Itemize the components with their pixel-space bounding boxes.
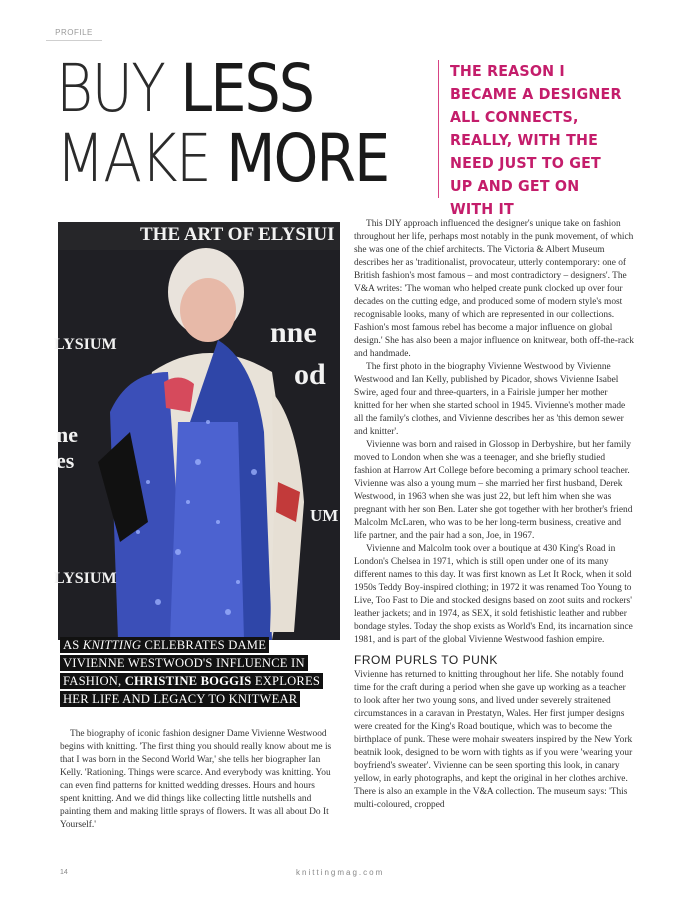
intro-paragraph: The biography of iconic fashion designer Dame Vivienne Westwood begins with knitting. 'The first thing you should really know about me is that I was born in the Second World War,' she tells her biographer Ian Kelly. 'Rationing. Things were scarce. And everybody was knitting. You can even find patterns for knitted wedding dresses. Hours and hours spent knitting. And we did things like collecting little nutshells and painting them and making little sprays of flowers. It was all about Do It Yourself.'	[60, 729, 332, 830]
backdrop-text-top: THE ART OF ELYSIUI	[140, 224, 335, 245]
headline-thin-1: BUY	[56, 50, 181, 127]
backdrop-text-right-2: od	[294, 358, 326, 391]
headline-line-1	[56, 50, 374, 127]
body-paragraph-5: Vivienne has returned to knitting throughout her life. She notably found time for the craft during a period when she gave up working as a teacher to look after her two young sons, and lived under severely straitened circumstances in a caravan in Prestatyn, Wales. Her first jumper designs were created for the King's Road boutique, which was to become the birthplace of punk. These were mohair sweaters inspired by the New York beatnik look, designed to be worn with tights as if you were 'wearing your boyfriend's sweater'. Vivienne can be seen sporting this look, in canary yellow, in early photographs, and kept the original in her clothes archive. There is also an example in the V&A collection. The museum says: 'This multi-coloured, cropped	[354, 670, 633, 810]
headline-thin-2: MAKE	[56, 120, 227, 197]
backdrop-text-right-3: UM	[310, 506, 339, 525]
standfirst	[60, 636, 360, 708]
body-paragraph-4: Vivienne and Malcolm took over a boutique at 430 King's Road in London's Chelsea in 1971, which is still open under one of its many different names to this day. It was first known as Let It Rock, when it sold 1950s Teddy Boy-inspired clothing; in 1972 it was renamed Too Young to Live, Too Fast to Die and stocked designs based on zoot suits and rockers' leather jackets; and in 1974, as SEX, it sold fetishistic leather and rubber bondage styles. Today the shop exists as World's End, its incarnation since 1981, and is part of the global Vivienne Westwood fashion empire.	[354, 544, 633, 645]
standfirst-line-1	[60, 637, 269, 653]
standfirst-line-3-pre: FASHION,	[63, 674, 125, 688]
body-paragraph-2: The first photo in the biography Vivienne Westwood by Vivienne Westwood and Ian Kelly, published by Picador, shows Vivienne Isabel Swire, aged four and three-quarters, in a Fairisle jumper her mother knitted for her when she started school in 1945. Vivienne's mother made all the family's clothes, and Vivienne describes her as 'this demon sewer and knitter'.	[354, 362, 626, 437]
standfirst-line-4: HER LIFE AND LEGACY TO KNITWEAR	[60, 691, 300, 707]
standfirst-line-1-post: CELEBRATES DAME	[141, 638, 267, 652]
backdrop-text-left-mid: ne	[56, 422, 78, 447]
standfirst-line-1-pre: AS	[63, 638, 83, 652]
portrait-photo	[54, 222, 340, 640]
standfirst-author: CHRISTINE BOGGIS	[124, 674, 252, 688]
standfirst-magazine-name: KNITTING	[82, 638, 142, 652]
standfirst-line-3	[60, 673, 323, 689]
backdrop-text-right-1: nne	[270, 316, 317, 349]
body-paragraph-1: This DIY approach influenced the designer's unique take on fashion throughout her life, perhaps most notably in the punk movement, of which she was one of the chief architects. The Victoria & Albert Museum describes her as 'traditionalist, provocateur, utterly contemporary: one of British fashion's most famous – and most contradictory – designers'. The V&A writes: 'The woman who helped create punk clocked up over four decades on the cutting edge, and produced some of modern style's most recognisable looks, many of which are represented in our collections. Fashion's most famous rebel has become a major influence on global design.' She has also been a major influence on knitwear, both off-the-rack and handmade.	[354, 219, 634, 359]
headline-bold-2: MORE	[226, 120, 389, 197]
standfirst-line-2: VIVIENNE WESTWOOD'S INFLUENCE IN	[60, 655, 308, 671]
page-number: 14	[60, 869, 68, 876]
backdrop-text-left-2: LYSIUM	[54, 570, 117, 587]
standfirst-line-3-post: EXPLORES	[251, 674, 321, 688]
subheading: FROM PURLS TO PUNK	[354, 653, 498, 667]
backdrop-text-left-1: LYSIUM	[54, 336, 117, 353]
backdrop-text-left-mid-2: es	[56, 448, 75, 473]
body-paragraph-3: Vivienne was born and raised in Glossop in Derbyshire, but her family moved to London when she was a teenager, and she briefly studied fashion at Harrow Art College before becoming a primary school teacher. Vivienne was also a young mum – she married her first husband, Derek Westwood, in 1963 when she was just 22, but left him when she was pregnant with her son Ben. Later she got together with her brother's friend Malcolm McLaren, who was to be her long-term business, creative and life partner, and the pair had a son, Joe, in 1967.	[354, 440, 633, 541]
section-label: PROFILE	[46, 28, 102, 41]
website-url: knittingmag.com	[296, 868, 385, 877]
headline	[56, 50, 426, 197]
pull-quote: THE REASON I BECAME A DESIGNER ALL CONNECTS, REALLY, WITH THE NEED JUST TO GET UP AND GET ON WITH IT	[438, 60, 622, 198]
right-column	[354, 218, 634, 812]
headline-line-2	[56, 120, 389, 197]
headline-bold-1: LESS	[180, 50, 314, 127]
